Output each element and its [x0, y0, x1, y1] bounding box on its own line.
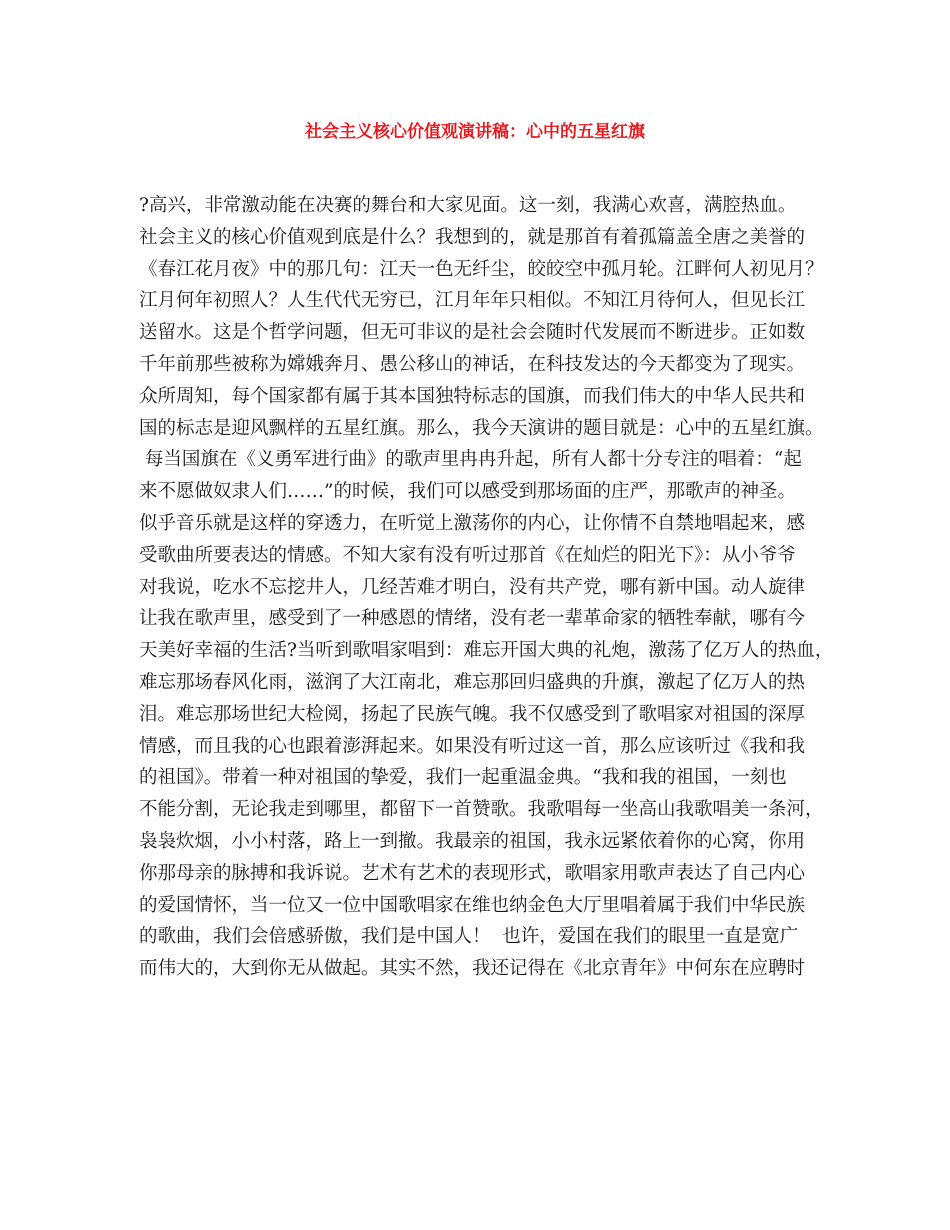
- body-line: 似乎音乐就是这样的穿透力，在听觉上激荡你的内心，让你情不自禁地唱起来，感: [139, 512, 806, 534]
- body-line: 的歌曲，我们会倍感骄傲，我们是中国人！ 也许，爱国在我们的眼里一直是宽广: [139, 926, 799, 948]
- body-line: 的祖国》。带着一种对祖国的挚爱，我们一起重温金典。“我和我的祖国，一刻也: [139, 767, 787, 789]
- body-line: 你那母亲的脉搏和我诉说。艺术有艺术的表现形式，歌唱家用歌声表达了自己内心: [139, 862, 806, 884]
- body-line: 每当国旗在《义勇军进行曲》的歌声里冉冉升起，所有人都十分专注的唱着：“起: [139, 449, 802, 471]
- body-line: 来不愿做奴隶人们……”的时候，我们可以感受到那场面的庄严，那歌声的神圣。: [139, 481, 796, 503]
- body-line: 而伟大的，大到你无从做起。其实不然，我还记得在《北京青年》中何东在应聘时: [139, 958, 806, 980]
- body-line: 不能分割，无论我走到哪里，都留下一首赞歌。我歌唱每一坐高山我歌唱美一条河，: [139, 799, 824, 821]
- body-line: 送留水。这是个哲学问题，但无可非议的是社会会随时代发展而不断进步。正如数: [139, 322, 806, 344]
- body-line: 泪。难忘那场世纪大检阅，扬起了民族气魄。我不仅感受到了歌唱家对祖国的深厚: [139, 703, 806, 725]
- body-line: 对我说，吃水不忘挖井人，几经苦难才明白，没有共产党，哪有新中国。动人旋律: [139, 576, 806, 598]
- body-line: 让我在歌声里，感受到了一种感恩的情绪，没有老一辈革命家的牺牲奉献，哪有今: [139, 608, 806, 630]
- body-line: ?高兴，非常激动能在决赛的舞台和大家见面。这一刻，我满心欢喜，满腔热血。: [139, 195, 797, 216]
- body-line: 的爱国情怀，当一位又一位中国歌唱家在维也纳金色大厅里唱着属于我们中华民族: [139, 894, 806, 916]
- body-line: 众所周知，每个国家都有属于其本国独特标志的国旗，而我们伟大的中华人民共和: [139, 385, 806, 407]
- body-line: 袅袅炊烟，小小村落，路上一到撤。我最亲的祖国，我永远紧依着你的心窝，你用: [139, 830, 806, 852]
- body-line: 千年前那些被称为嫦娥奔月、愚公移山的神话，在科技发达的今天都变为了现实。: [139, 353, 806, 375]
- body-line: 《春江花月夜》中的那几句：江天一色无纤尘，皎皎空中孤月轮。江畔何人初见月？: [139, 258, 824, 280]
- document-body: [139, 190, 834, 985]
- body-line: 社会主义的核心价值观到底是什么？我想到的，就是那首有着孤篇盖全唐之美誉的: [139, 226, 806, 248]
- body-line: 难忘那场春风化雨，滋润了大江南北，难忘那回归盛典的升旗，激起了亿万人的热: [139, 671, 806, 693]
- document-title: 社会主义核心价值观演讲稿：心中的五星红旗: [305, 122, 645, 142]
- body-line: 江月何年初照人？人生代代无穷已，江月年年只相似。不知江月待何人，但见长江: [139, 290, 806, 312]
- body-line: 国的标志是迎风飘样的五星红旗。那么，我今天演讲的题目就是：心中的五星红旗。: [139, 417, 824, 439]
- body-line: 受歌曲所要表达的情感。不知大家有没有听过那首《在灿烂的阳光下》：从小爷爷: [139, 544, 796, 566]
- body-line: 天美好幸福的生活?当听到歌唱家唱到：难忘开国大典的礼炮，激荡了亿万人的热血，: [139, 640, 834, 662]
- body-line: 情感，而且我的心也跟着澎湃起来。如果没有听过这一首，那么应该听过《我和我: [139, 735, 806, 757]
